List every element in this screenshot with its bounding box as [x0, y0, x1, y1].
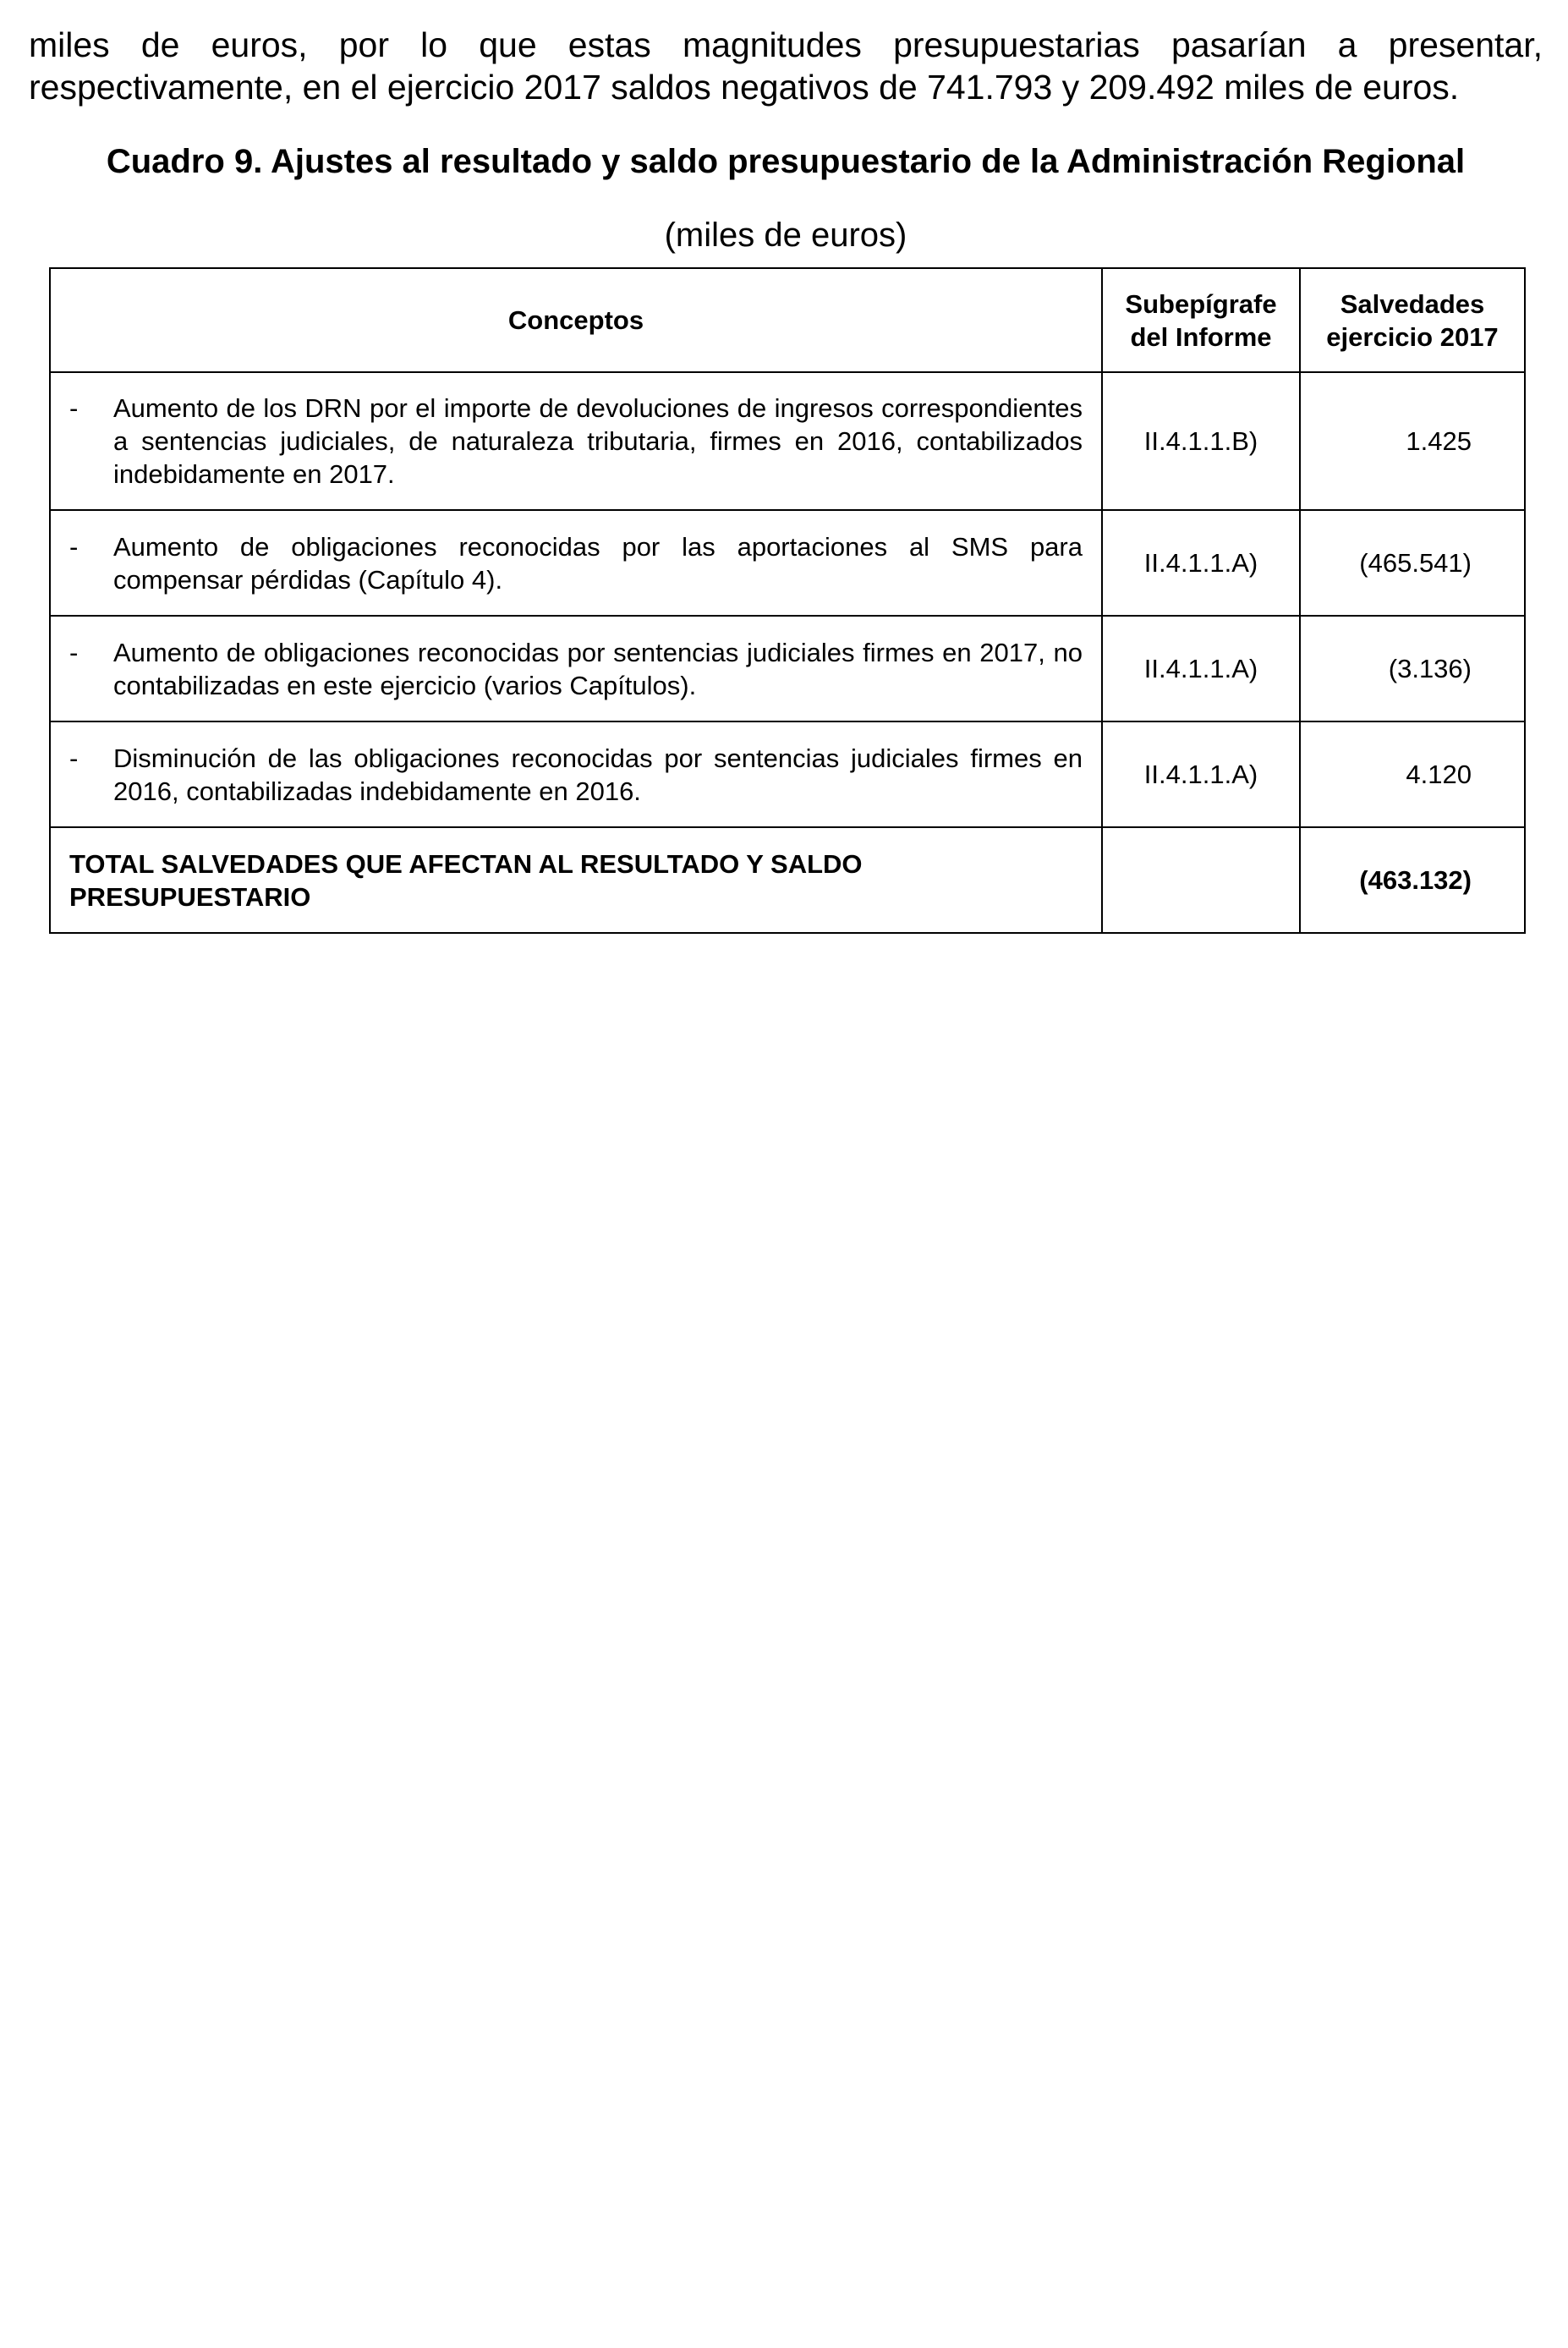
total-label: TOTAL SALVEDADES QUE AFECTAN AL RESULTADO Y SALDO PRESUPUESTARIO [50, 827, 1102, 933]
header-amount-line1: Salvedades [1340, 288, 1485, 319]
total-reference [1102, 827, 1300, 933]
intro-line-2: respectivamente, en el ejercicio 2017 saldos negativos de 741.793 y 209.492 miles de euros. [29, 68, 1460, 107]
table-units: (miles de euros) [664, 217, 907, 254]
row-reference: II.4.1.1.A) [1102, 510, 1300, 616]
row-amount: (3.136) [1300, 616, 1525, 721]
header-subheading-line1: Subepígrafe [1125, 288, 1277, 319]
table-row [50, 721, 1525, 827]
row-amount: 4.120 [1300, 721, 1525, 827]
row-concept: Aumento de obligaciones reconocidas por las aportaciones al SMS para compensar pérdidas (Capítulo 4). [113, 531, 1083, 595]
row-amount: 1.425 [1300, 372, 1525, 510]
row-bullet: - [69, 531, 79, 562]
table-total-row [50, 827, 1525, 933]
header-subheading-line2: del Informe [1130, 321, 1272, 352]
row-amount: (465.541) [1300, 510, 1525, 616]
row-reference: II.4.1.1.A) [1102, 721, 1300, 827]
row-reference: II.4.1.1.A) [1102, 616, 1300, 721]
table-row [50, 510, 1525, 616]
table-row [50, 372, 1525, 510]
row-bullet: - [69, 393, 79, 423]
table-header-row [50, 268, 1525, 372]
table-caption: Cuadro 9. Ajustes al resultado y saldo presupuestario de la Administración Regional [106, 143, 1466, 180]
adjustments-table [49, 267, 1526, 934]
row-concept-cell [50, 372, 1102, 510]
header-concepts: Conceptos [50, 268, 1102, 372]
row-reference: II.4.1.1.B) [1102, 372, 1300, 510]
row-concept-cell [50, 510, 1102, 616]
header-subheading [1102, 268, 1300, 372]
intro-paragraph [29, 24, 1543, 108]
table-row [50, 616, 1525, 721]
row-concept-cell [50, 721, 1102, 827]
intro-line-1: miles de euros, por lo que estas magnitudes presupuestarias pasarían a presentar, [29, 25, 1543, 64]
row-bullet: - [69, 637, 79, 667]
total-amount: (463.132) [1300, 827, 1525, 933]
header-amount [1300, 268, 1525, 372]
header-amount-line2: ejercicio 2017 [1326, 321, 1499, 352]
row-concept: Aumento de los DRN por el importe de devoluciones de ingresos correspondientes a sentencias judiciales, de naturaleza tributaria, firmes en 2016, contabilizados indebidamente en 2017. [113, 393, 1083, 489]
row-concept: Aumento de obligaciones reconocidas por sentencias judiciales firmes en 2017, no contabilizadas en este ejercicio (varios Capítulos). [113, 637, 1083, 700]
row-concept-cell [50, 616, 1102, 721]
row-concept: Disminución de las obligaciones reconocidas por sentencias judiciales firmes en 2016, contabilizadas indebidamente en 2016. [113, 743, 1083, 806]
row-bullet: - [69, 743, 79, 773]
